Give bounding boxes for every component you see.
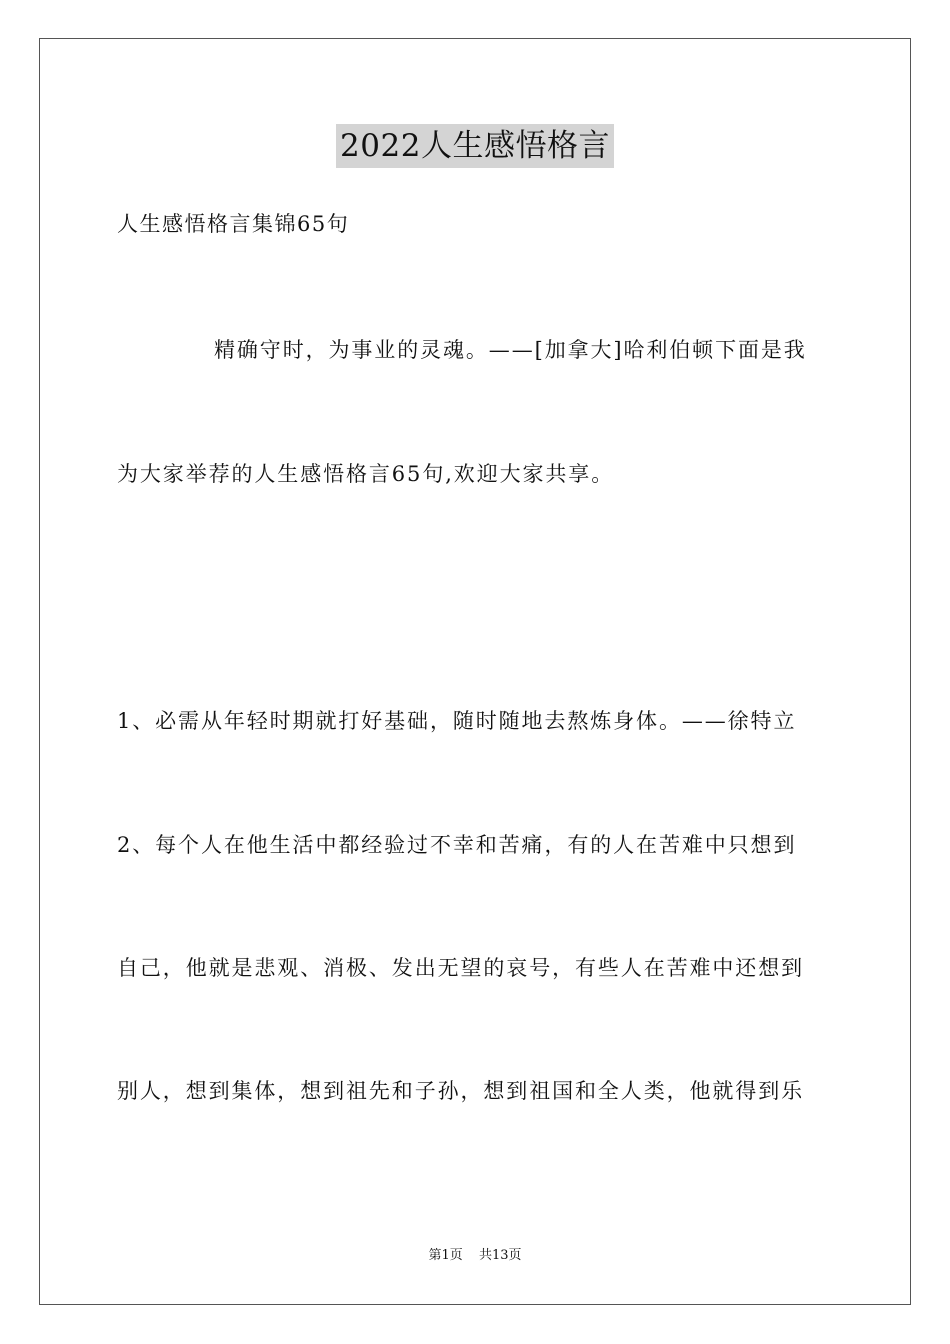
- body-line-1: 精确守时，为事业的灵魂。——[加拿大]哈利伯顿下面是我: [214, 338, 807, 362]
- page-number-current: 第1页: [428, 1248, 463, 1263]
- body-line-5: 自己，他就是悲观、消极、发出无望的哀号，有些人在苦难中还想到: [117, 956, 804, 980]
- document-subtitle: 人生感悟格言集锦65句: [117, 212, 350, 236]
- body-line-2: 为大家举荐的人生感悟格言65句,欢迎大家共享。: [117, 462, 615, 486]
- page-number-total: 共13页: [478, 1248, 522, 1263]
- body-line-3: 1、必需从年轻时期就打好基础，随时随地去熬炼身体。——徐特立: [117, 709, 797, 733]
- document-title: 2022人生感悟格言: [336, 124, 614, 168]
- body-line-6: 别人，想到集体，想到祖先和子孙，想到祖国和全人类，他就得到乐: [117, 1079, 804, 1103]
- body-line-4: 2、每个人在他生活中都经验过不幸和苦痛，有的人在苦难中只想到: [117, 833, 797, 857]
- title-container: [0, 124, 950, 168]
- page-footer: [0, 1247, 950, 1265]
